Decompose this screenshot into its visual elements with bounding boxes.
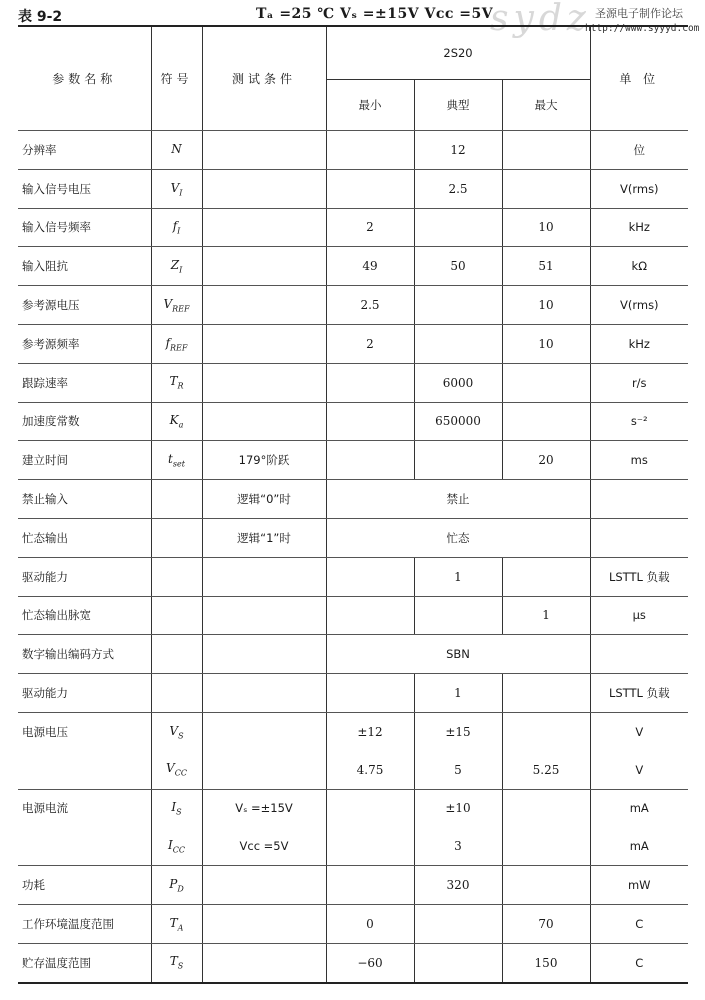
symbol: I xyxy=(171,800,177,815)
table-row xyxy=(18,789,688,827)
test-condition xyxy=(202,169,326,208)
table-row xyxy=(18,751,688,789)
symbol-subscript: A xyxy=(177,923,184,933)
symbol-cell xyxy=(151,943,202,982)
table-row xyxy=(18,208,688,247)
symbol: V xyxy=(170,180,180,195)
typ-value: ±15 xyxy=(414,712,502,750)
max-value: 10 xyxy=(502,286,590,325)
min-value: 49 xyxy=(326,247,414,286)
table-row xyxy=(18,866,688,905)
min-value xyxy=(326,866,414,905)
symbol: f xyxy=(172,219,178,234)
min-value xyxy=(326,557,414,596)
unit xyxy=(590,518,688,557)
test-condition xyxy=(202,904,326,943)
test-condition: 逻辑“1”时 xyxy=(202,518,326,557)
test-condition xyxy=(202,402,326,441)
typ-value: 6000 xyxy=(414,363,502,402)
typ-value: 50 xyxy=(414,247,502,286)
typ-value xyxy=(414,441,502,480)
test-condition: Vₛ =±15V xyxy=(202,789,326,827)
symbol-cell xyxy=(151,131,202,170)
typ-value xyxy=(414,208,502,247)
max-value: 70 xyxy=(502,904,590,943)
test-condition xyxy=(202,557,326,596)
unit: LSTTL 负载 xyxy=(590,557,688,596)
symbol-subscript: D xyxy=(177,884,184,894)
table-row xyxy=(18,712,688,750)
typ-value xyxy=(414,286,502,325)
header-condition: 测试条件 xyxy=(202,26,326,131)
unit: V xyxy=(590,712,688,750)
unit: kΩ xyxy=(590,247,688,286)
param-name xyxy=(18,751,151,789)
min-value: 2.5 xyxy=(326,286,414,325)
unit: mW xyxy=(590,866,688,905)
typ-value: 12 xyxy=(414,131,502,170)
table-row xyxy=(18,557,688,596)
table-row xyxy=(18,363,688,402)
symbol: N xyxy=(171,141,182,156)
table-row xyxy=(18,596,688,635)
typ-value: 650000 xyxy=(414,402,502,441)
merged-value: 忙态 xyxy=(326,518,590,557)
test-condition xyxy=(202,363,326,402)
unit: ms xyxy=(590,441,688,480)
typ-value xyxy=(414,596,502,635)
min-value xyxy=(326,789,414,827)
table-row xyxy=(18,247,688,286)
param-name xyxy=(18,827,151,865)
header-max: 最大 xyxy=(502,80,590,131)
typ-value: 1 xyxy=(414,557,502,596)
symbol-subscript: I xyxy=(179,187,183,197)
table-row xyxy=(18,324,688,363)
unit xyxy=(590,635,688,674)
symbol-subscript: R xyxy=(177,381,184,391)
symbol-cell xyxy=(151,363,202,402)
param-name: 驱动能力 xyxy=(18,674,151,713)
table-row xyxy=(18,635,688,674)
unit: V(rms) xyxy=(590,286,688,325)
typ-value: ±10 xyxy=(414,789,502,827)
unit: V(rms) xyxy=(590,169,688,208)
param-name: 驱动能力 xyxy=(18,557,151,596)
typ-value: 320 xyxy=(414,866,502,905)
symbol-subscript: S xyxy=(177,961,184,971)
merged-value: 禁止 xyxy=(326,480,590,519)
header-device: 2S20 xyxy=(326,26,590,80)
typ-value xyxy=(414,324,502,363)
symbol-subscript: REF xyxy=(170,343,188,353)
min-value: 2 xyxy=(326,208,414,247)
typ-value: 5 xyxy=(414,751,502,789)
table-row xyxy=(18,402,688,441)
table-row xyxy=(18,169,688,208)
test-condition: 逻辑“0”时 xyxy=(202,480,326,519)
symbol-subscript: S xyxy=(176,807,182,817)
max-value xyxy=(502,363,590,402)
test-condition xyxy=(202,247,326,286)
param-name: 忙态输出脉宽 xyxy=(18,596,151,635)
max-value: 51 xyxy=(502,247,590,286)
min-value xyxy=(326,131,414,170)
min-value: ±12 xyxy=(326,712,414,750)
unit: C xyxy=(590,904,688,943)
test-condition xyxy=(202,712,326,750)
symbol: T xyxy=(169,954,178,969)
param-name: 输入阻抗 xyxy=(18,247,151,286)
symbol: K xyxy=(169,413,179,428)
table-row xyxy=(18,286,688,325)
test-condition: 179°阶跃 xyxy=(202,441,326,480)
symbol-cell xyxy=(151,286,202,325)
test-condition xyxy=(202,751,326,789)
param-name: 参考源电压 xyxy=(18,286,151,325)
typ-value xyxy=(414,943,502,982)
table-row xyxy=(18,131,688,170)
symbol-subscript: CC xyxy=(174,768,187,778)
table-row xyxy=(18,480,688,519)
symbol-cell xyxy=(151,751,202,789)
min-value xyxy=(326,402,414,441)
min-value xyxy=(326,363,414,402)
symbol-subscript: a xyxy=(178,420,184,430)
min-value xyxy=(326,827,414,865)
symbol-cell xyxy=(151,441,202,480)
symbol-subscript: CC xyxy=(172,845,185,855)
test-condition xyxy=(202,866,326,905)
param-name: 参考源频率 xyxy=(18,324,151,363)
test-condition: Vᴄᴄ =5V xyxy=(202,827,326,865)
test-condition xyxy=(202,674,326,713)
param-name: 输入信号电压 xyxy=(18,169,151,208)
header-typ: 典型 xyxy=(414,80,502,131)
symbol-cell xyxy=(151,208,202,247)
min-value: 0 xyxy=(326,904,414,943)
max-value xyxy=(502,674,590,713)
max-value xyxy=(502,402,590,441)
param-name: 输入信号频率 xyxy=(18,208,151,247)
param-name: 工作环境温度范围 xyxy=(18,904,151,943)
unit: mA xyxy=(590,789,688,827)
symbol: P xyxy=(169,876,178,891)
typ-value: 3 xyxy=(414,827,502,865)
symbol-cell xyxy=(151,789,202,827)
test-condition xyxy=(202,131,326,170)
max-value xyxy=(502,827,590,865)
typ-value: 1 xyxy=(414,674,502,713)
symbol-subscript: set xyxy=(172,459,185,469)
param-name: 数字输出编码方式 xyxy=(18,635,151,674)
unit: C xyxy=(590,943,688,982)
symbol-cell xyxy=(151,480,202,519)
table-row xyxy=(18,827,688,865)
param-name: 跟踪速率 xyxy=(18,363,151,402)
watermark-logo: sydz xyxy=(490,0,591,39)
max-value xyxy=(502,557,590,596)
symbol: Z xyxy=(170,258,180,273)
unit: kHz xyxy=(590,208,688,247)
table-row xyxy=(18,943,688,982)
max-value xyxy=(502,169,590,208)
param-name: 电源电流 xyxy=(22,801,68,816)
typ-value xyxy=(414,904,502,943)
min-value xyxy=(326,169,414,208)
test-condition xyxy=(202,324,326,363)
symbol-cell xyxy=(151,324,202,363)
symbol-cell xyxy=(151,674,202,713)
test-condition xyxy=(202,943,326,982)
unit: r/s xyxy=(590,363,688,402)
symbol: t xyxy=(168,452,173,467)
merged-value: SBN xyxy=(326,635,590,674)
test-condition xyxy=(202,596,326,635)
symbol-cell xyxy=(151,557,202,596)
param-name: 贮存温度范围 xyxy=(18,943,151,982)
max-value: 10 xyxy=(502,324,590,363)
max-value: 1 xyxy=(502,596,590,635)
symbol: V xyxy=(166,761,175,776)
param-name: 电源电压 xyxy=(22,724,68,739)
symbol-subscript: REF xyxy=(172,304,190,314)
table-row xyxy=(18,904,688,943)
symbol: V xyxy=(169,723,179,738)
test-condition xyxy=(202,286,326,325)
min-value xyxy=(326,596,414,635)
symbol-subscript: I xyxy=(177,226,181,236)
min-value: −60 xyxy=(326,943,414,982)
symbol-cell xyxy=(151,827,202,865)
max-value xyxy=(502,866,590,905)
test-condition xyxy=(202,635,326,674)
header-unit: 单 位 xyxy=(590,26,688,131)
watermark-site-name: 圣源电子制作论坛 xyxy=(595,7,683,20)
symbol-subscript: I xyxy=(179,265,183,275)
symbol-cell xyxy=(151,635,202,674)
unit: kHz xyxy=(590,324,688,363)
symbol: T xyxy=(169,915,178,930)
unit: 位 xyxy=(590,131,688,170)
watermark-url: http://www.syyyd.com xyxy=(585,23,700,34)
symbol-cell xyxy=(151,518,202,557)
min-value xyxy=(326,674,414,713)
min-value xyxy=(326,441,414,480)
param-name: 分辨率 xyxy=(18,131,151,170)
symbol-cell xyxy=(151,247,202,286)
symbol: f xyxy=(165,335,171,350)
table-row xyxy=(18,674,688,713)
symbol-cell xyxy=(151,402,202,441)
symbol-cell xyxy=(151,596,202,635)
min-value: 4.75 xyxy=(326,751,414,789)
unit xyxy=(590,480,688,519)
typ-value: 2.5 xyxy=(414,169,502,208)
symbol-cell xyxy=(151,712,202,750)
symbol-cell xyxy=(151,866,202,905)
max-value xyxy=(502,131,590,170)
unit: mA xyxy=(590,827,688,865)
max-value: 150 xyxy=(502,943,590,982)
param-name: 忙态输出 xyxy=(18,518,151,557)
max-value xyxy=(502,712,590,750)
unit: s⁻² xyxy=(590,402,688,441)
header-min: 最小 xyxy=(326,80,414,131)
test-conditions: Tₐ =25 ℃ Vₛ =±15V Vᴄᴄ =5V xyxy=(256,6,494,22)
table-row xyxy=(18,518,688,557)
spec-table xyxy=(18,25,688,984)
param-name: 禁止输入 xyxy=(18,480,151,519)
max-value xyxy=(502,789,590,827)
symbol: T xyxy=(169,374,178,389)
unit: LSTTL 负载 xyxy=(590,674,688,713)
table-row xyxy=(18,441,688,480)
max-value: 10 xyxy=(502,208,590,247)
header-param: 参数名称 xyxy=(18,26,151,131)
symbol: I xyxy=(168,838,173,853)
table-number: 表 9-2 xyxy=(18,9,63,25)
param-name: 功耗 xyxy=(18,866,151,905)
symbol-cell xyxy=(151,904,202,943)
max-value: 5.25 xyxy=(502,751,590,789)
test-condition xyxy=(202,208,326,247)
unit: V xyxy=(590,751,688,789)
header-symbol: 符号 xyxy=(151,26,202,131)
min-value: 2 xyxy=(326,324,414,363)
param-name: 加速度常数 xyxy=(18,402,151,441)
param-name: 建立时间 xyxy=(18,441,151,480)
symbol-cell xyxy=(151,169,202,208)
symbol: V xyxy=(163,296,173,311)
max-value: 20 xyxy=(502,441,590,480)
unit: μs xyxy=(590,596,688,635)
symbol-subscript: S xyxy=(178,731,184,741)
